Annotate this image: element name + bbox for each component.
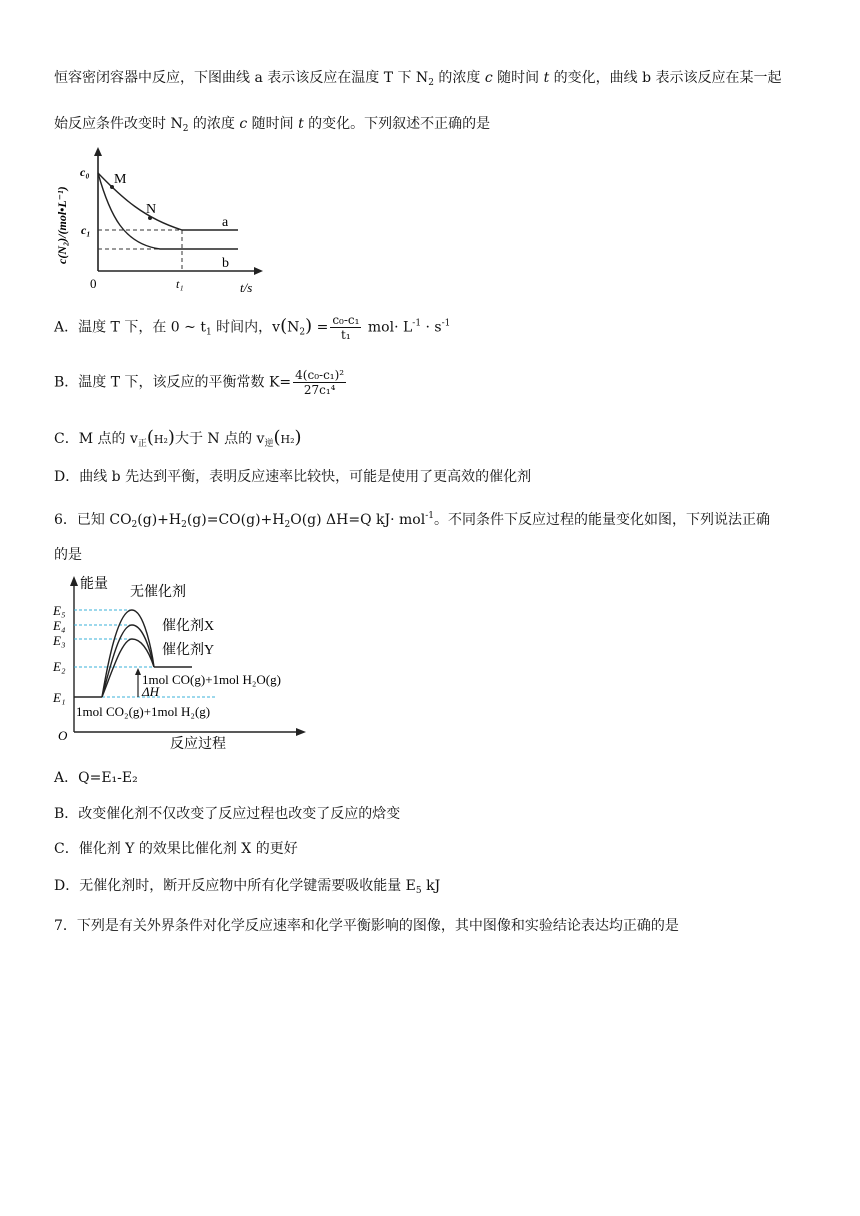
q6-E2-label: E₂ [53,659,66,674]
q6-dH-label: ΔH [142,684,160,699]
q6-energy-graph [50,572,320,752]
q5-label-b: b [222,256,229,271]
q6-x-axis-label: 反应过程 [170,737,226,752]
q5-stem-line2: 始反应条件改变时 $N_2$ 的浓度 c 随时间 t 的变化。下列叙述不正确的是 [54,116,491,134]
q6-stem-line2: 的是 [54,547,82,563]
q6-origin-label: O [58,728,68,743]
q5-x-axis-label: t/s [240,280,253,294]
q6-option-B: B．改变催化剂不仅改变了反应过程也改变了反应的焓变 [54,806,401,822]
q5-y-axis-label: c(N₂)/(mol•L⁻¹) [55,186,69,264]
q6-y-axis-label: 能量 [80,577,108,592]
q7-stem: 7．下列是有关外界条件对化学反应速率和化学平衡影响的图像，其中图像和实验结论表达均正确的是 [54,918,679,934]
q5-option-C: C．M 点的 $v_正(H_2)$大于 N 点的 $v_逆(H_2)$ [54,427,302,449]
q6-reactants-label: 1mol CO₂(g)+1mol H₂(g) [76,704,211,719]
q6-option-D: D．无催化剂时，断开反应物中所有化学键需要吸收能量 $E_5$ kJ [54,878,441,896]
q5-label-N: N [146,202,157,217]
q6-catalyst-y-label: 催化剂Y [162,643,215,658]
q5-c0-label: c₀ [80,165,90,179]
q5-option-A: A．温度 T 下，在 0 ~ $t_1$ 时间内，$v(N_2)$ = $\frac{\text{c₀-c₁}}{\text{t₁}}$ $mol\cdot L^{-1} \cdot s^{-1}$ [54,313,451,342]
q5-label-M: M [114,172,127,187]
q5-c1-label: c₁ [81,223,91,237]
q5-option-A-fraction: $\frac{\text{c₀-c₁}}{\text{t₁}}$ [332,313,360,342]
q6-stem-line1: 6．已知 $CO_2(g)+H_2(g)=CO(g)+H_2O(g)$ ΔH=Q kJ· mol$^{-1}$。不同条件下反应过程的能量变化如图，下列说法正确 [54,511,770,530]
q6-catalyst-x-label: 催化剂X [162,619,215,634]
q6-E4-label: E₄ [53,618,66,633]
q6-E1-label: E₁ [53,690,66,705]
q6-option-A: A．Q=E₁-E₂ [54,770,138,786]
q5-stem-line1: 恒容密闭容器中反应，下图曲线 a 表示该反应在温度 T 下 $N_2$ 的浓度 c 随时间 t 的变化，曲线 b 表示该反应在某一起 [54,70,782,88]
q6-E5-label: E₅ [53,603,66,618]
q6-products-label: 1mol CO(g)+1mol H₂O(g) [142,672,281,687]
q5-label-a: a [222,215,229,230]
q6-option-C: C．催化剂 Y 的效果比催化剂 X 的更好 [54,841,298,857]
q5-concentration-graph [52,146,272,294]
q5-option-D: D．曲线 b 先达到平衡，表明反应速率比较快，可能是使用了更高效的催化剂 [54,469,532,485]
q5-t1-label: t₁ [176,277,184,291]
q5-option-B-fraction: $\frac{\text{4(c₀-c₁)²}}{\text{27c₁⁴}}$ [295,368,345,397]
q6-no-catalyst-label: 无催化剂 [130,585,186,600]
q5-origin-label: 0 [90,276,97,291]
q5-option-B: B．温度 T 下，该反应的平衡常数 K= $\frac{\text{4(c₀-c₁)²}}{\text{27c₁⁴}}$ [54,368,345,397]
q6-E3-label: E₃ [53,633,66,648]
